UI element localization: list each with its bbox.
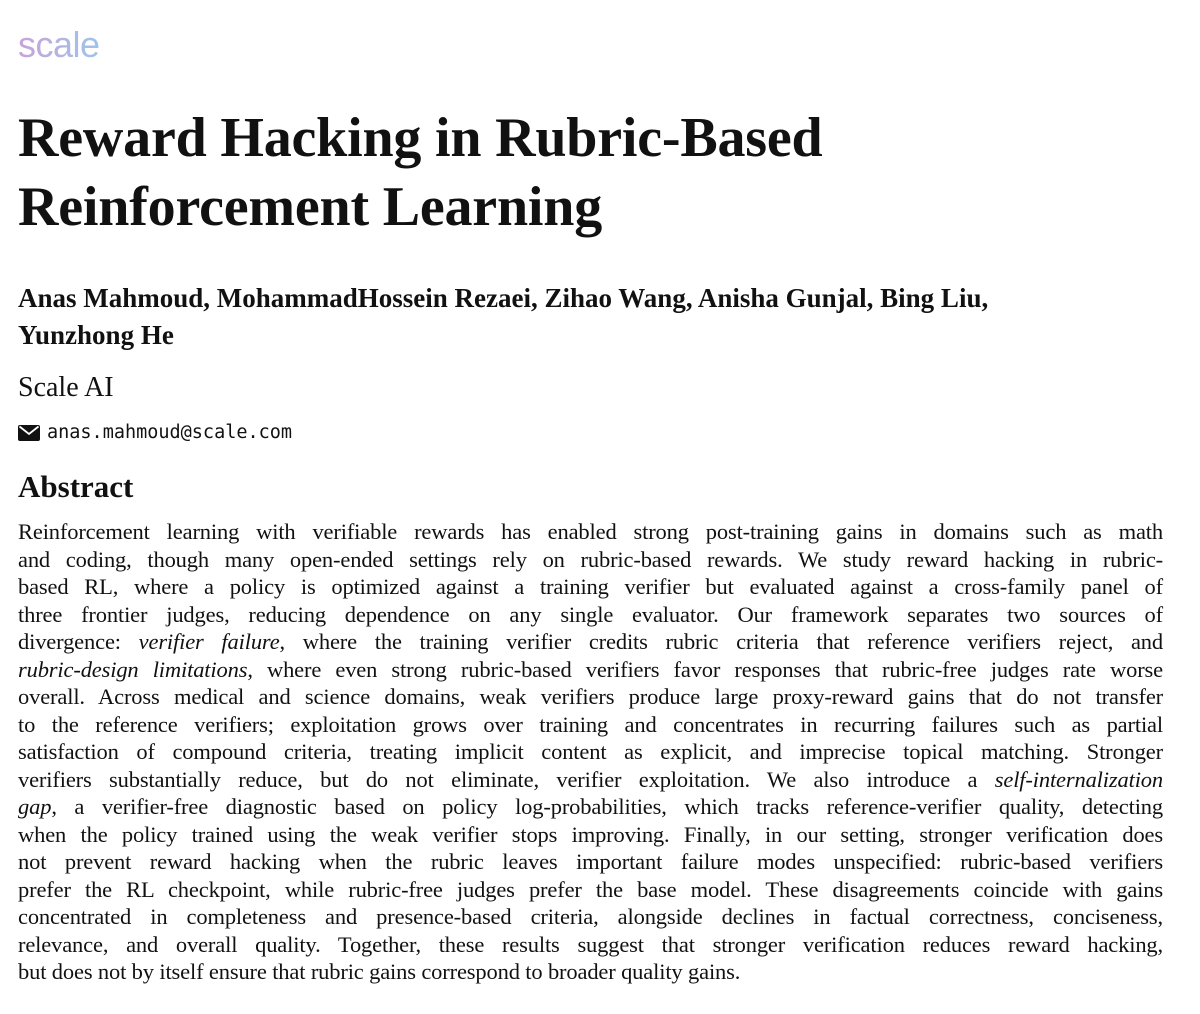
abstract-line: but does not by itself ensure that rubric gains correspond to broader quality gains. xyxy=(18,959,741,984)
title-line: Reward Hacking in Rubric-Based xyxy=(18,107,823,169)
abstract-line: divergence: verifier failure, where the training verifier credits rubric criteria that reference verifiers reject, and xyxy=(18,629,1163,654)
title-line: Reinforcement Learning xyxy=(18,176,603,238)
abstract-line: three frontier judges, reducing dependence on any single evaluator. Our framework separates two sources of xyxy=(18,601,1163,627)
abstract-line: when the policy trained using the weak verifier stops improving. Finally, in our setting, stronger verification does xyxy=(18,821,1163,847)
abstract-emphasis: self-internalization xyxy=(994,766,1163,792)
abstract-line: Reinforcement learning with verifiable rewards has enabled strong post-training gains in domains such as math xyxy=(18,519,1163,544)
abstract-line: relevance, and overall quality. Together, these results suggest that stronger verification reduces reward hacking, xyxy=(18,931,1163,957)
contact-email-row xyxy=(18,420,292,446)
abstract-text xyxy=(18,518,1163,986)
abstract-line: and coding, though many open-ended settings rely on rubric-based rewards. We study reward hacking in rubric- xyxy=(18,546,1163,572)
authors-line: Yunzhong He xyxy=(18,320,174,350)
abstract-line: not prevent reward hacking when the rubric leaves important failure modes unspecified: rubric-based verifiers xyxy=(18,849,1163,874)
paper-title xyxy=(18,104,1163,242)
abstract-line: satisfaction of compound criteria, treating implicit content as explicit, and imprecise topical matching. Stronger xyxy=(18,739,1163,764)
envelope-icon xyxy=(18,424,40,442)
affiliation: Scale AI xyxy=(18,372,114,403)
abstract-emphasis: verifier failure xyxy=(138,629,280,654)
abstract-line: concentrated in completeness and presence-based criteria, alongside declines in factual correctness, conciseness, xyxy=(18,904,1163,929)
abstract-line: prefer the RL checkpoint, while rubric-free judges prefer the base model. These disagreements coincide with gains xyxy=(18,876,1163,902)
authors-line: Anas Mahmoud, MohammadHossein Rezaei, Zihao Wang, Anisha Gunjal, Bing Liu, xyxy=(18,283,989,313)
author-email[interactable]: anas.mahmoud@scale.com xyxy=(47,422,293,443)
abstract-emphasis: rubric-design limitations xyxy=(18,656,248,682)
scale-logo xyxy=(18,24,128,66)
logo-text: scale xyxy=(18,24,100,65)
abstract-line: overall. Across medical and science domains, weak verifiers produce large proxy-reward gains that do not transfer xyxy=(18,684,1163,709)
abstract-line: verifiers substantially reduce, but do not eliminate, verifier exploitation. We also introduce a self-internalization xyxy=(18,766,1163,792)
abstract-line: to the reference verifiers; exploitation grows over training and concentrates in recurring failures such as partial xyxy=(18,711,1163,737)
abstract-line: based RL, where a policy is optimized against a training verifier but evaluated against a cross-family panel of xyxy=(18,574,1163,599)
abstract-line: rubric-design limitations, where even strong rubric-based verifiers favor responses that rubric-free judges rate worse xyxy=(18,656,1163,682)
abstract-emphasis: gap xyxy=(18,794,52,819)
abstract-line: gap, a verifier-free diagnostic based on policy log-probabilities, which tracks reference-verifier quality, detecting xyxy=(18,794,1163,819)
author-list xyxy=(18,280,1163,354)
abstract-heading: Abstract xyxy=(18,469,134,504)
